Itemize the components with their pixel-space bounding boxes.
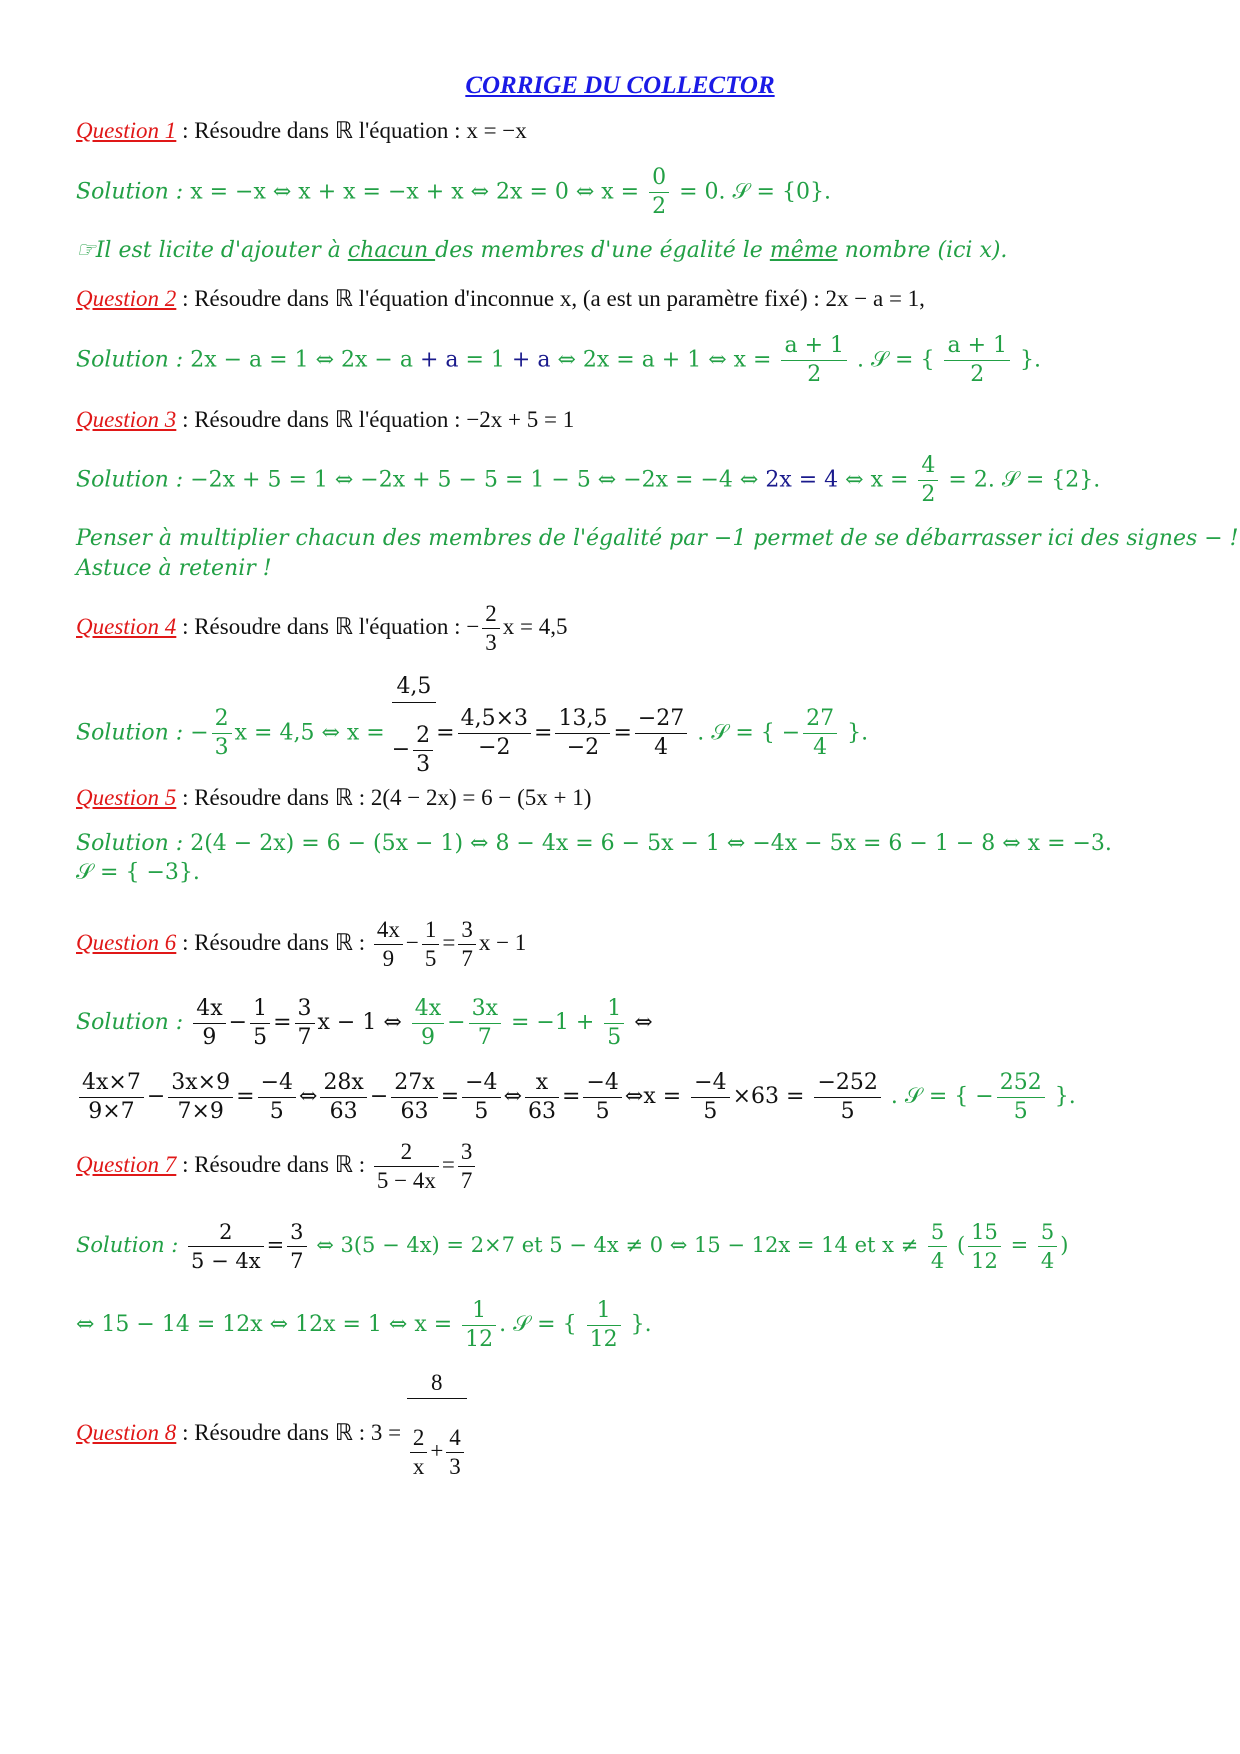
solution-2-part: ⇔ 2x = a + 1 ⇔ x = <box>550 347 779 373</box>
denominator: 63 <box>528 1098 556 1124</box>
fraction <box>691 1069 729 1126</box>
fraction <box>469 995 501 1052</box>
minus-sign: − <box>369 1084 389 1109</box>
equals-sign: = <box>562 1084 581 1109</box>
fraction <box>781 332 847 389</box>
question-5 <box>76 783 1180 813</box>
denominator: 9 <box>382 946 395 972</box>
fraction <box>188 1218 264 1275</box>
fraction <box>320 1069 366 1126</box>
numerator: 5 <box>1038 1218 1057 1247</box>
equals-sign: = <box>442 930 456 955</box>
fraction <box>374 916 403 973</box>
denominator <box>407 1399 467 1501</box>
denominator: 7 <box>461 946 473 972</box>
solution-6-text: x = <box>643 1084 689 1109</box>
numerator: 3 <box>458 916 476 945</box>
denominator: 7×9 <box>177 1098 224 1124</box>
solution-6-set: . 𝒮 = { − <box>883 1084 994 1109</box>
question-3-text: : Résoudre dans ℝ l'équation : −2x + 5 = 1 <box>176 407 575 432</box>
fraction <box>462 1069 500 1126</box>
numerator: −252 <box>814 1069 880 1098</box>
numerator: x <box>525 1069 559 1098</box>
fraction <box>583 1069 621 1126</box>
fraction <box>918 452 938 509</box>
solution-6-line-1 <box>76 990 1180 1056</box>
numerator: 1 <box>422 916 440 945</box>
fraction <box>649 164 669 221</box>
solution-6-text: = −1 + <box>504 1010 602 1035</box>
equals-sign: = <box>436 720 455 746</box>
tip-1-post: nombre (ici x). <box>837 238 1008 263</box>
numerator: 0 <box>649 164 669 193</box>
solution-6-text: ×63 = <box>732 1084 812 1109</box>
fraction <box>525 1069 559 1126</box>
denominator: 4 <box>1040 1249 1055 1273</box>
denominator: 9×7 <box>88 1098 135 1124</box>
numerator: a + 1 <box>781 332 847 361</box>
denominator: 7 <box>290 1249 304 1273</box>
numerator: 4x <box>374 916 403 945</box>
fraction <box>462 1297 496 1354</box>
question-4-text: : Résoudre dans ℝ l'équation : − <box>176 614 480 639</box>
fraction <box>458 916 476 973</box>
solution-1-text: x = −x ⇔ x + x = −x + x ⇔ 2x = 0 ⇔ x = <box>183 179 647 205</box>
solution-1 <box>76 164 1180 221</box>
equals-sign: = <box>440 1084 460 1109</box>
fraction <box>193 995 225 1052</box>
numerator: 8 <box>407 1368 467 1399</box>
equivalence-sign: ⇔ <box>624 1084 644 1109</box>
solution-7-text: = <box>1003 1233 1035 1257</box>
numerator: 3 <box>287 1218 306 1247</box>
fraction <box>928 1218 947 1275</box>
solution-6-set: }. <box>1047 1084 1076 1109</box>
solution-2-part: 2x − a = 1 ⇔ 2x − a <box>183 347 420 373</box>
numerator: −27 <box>635 705 687 734</box>
numerator: 3 <box>295 995 315 1024</box>
solution-label: Solution : <box>76 1010 184 1035</box>
numerator: 4,5×3 <box>458 705 531 734</box>
fraction <box>446 1424 464 1481</box>
fraction <box>803 705 837 762</box>
numerator: a + 1 <box>944 332 1010 361</box>
solution-1-end: = 0. 𝒮 = {0}. <box>672 179 831 205</box>
denominator: 5 <box>424 946 437 972</box>
question-6 <box>76 910 1180 976</box>
denominator: 5 <box>703 1098 718 1124</box>
numerator: 252 <box>997 1069 1045 1098</box>
numerator: −4 <box>691 1069 729 1098</box>
question-8-label: Question 8 <box>76 1419 177 1445</box>
equivalence-sign: ⇔ <box>299 1084 318 1109</box>
question-1 <box>76 116 1180 146</box>
question-1-text: : Résoudre dans ℝ l'équation : x = −x <box>176 118 527 143</box>
numerator: 4,5 <box>392 672 436 703</box>
fraction <box>944 332 1010 389</box>
denominator: 5 <box>474 1098 489 1124</box>
fraction <box>391 1069 437 1126</box>
fraction <box>79 1069 144 1126</box>
denominator: 5 <box>840 1098 855 1124</box>
minus-sign: − <box>447 1010 466 1035</box>
tip-1-underline-1: chacun <box>347 238 436 263</box>
plus-sign: + <box>430 1438 444 1463</box>
question-6-text: : Résoudre dans ℝ : <box>176 930 371 955</box>
tip-3-line-2: Astuce à retenir ! <box>76 556 272 581</box>
solution-label: Solution : <box>76 720 184 746</box>
numerator: 3x <box>469 995 501 1024</box>
denominator: 3 <box>214 735 229 760</box>
tip-1 <box>76 236 1180 266</box>
numerator: 1 <box>604 995 624 1024</box>
question-8-text: : Résoudre dans ℝ : 3 = <box>176 1419 407 1445</box>
numerator: 27x <box>391 1069 437 1098</box>
denominator: 9 <box>420 1024 435 1050</box>
question-1-label: Question 1 <box>76 118 177 143</box>
solution-label: Solution : <box>76 831 184 856</box>
numerator: −4 <box>258 1069 296 1098</box>
denominator: 5 − 4x <box>376 1168 436 1194</box>
question-8 <box>76 1368 1180 1501</box>
solution-label: Solution : <box>76 347 184 373</box>
page-title: CORRIGE DU COLLECTOR <box>465 72 775 99</box>
fraction <box>250 995 270 1052</box>
question-6-label: Question 6 <box>76 930 177 955</box>
denominator: 7 <box>477 1024 492 1050</box>
question-4-label: Question 4 <box>76 614 177 639</box>
numerator: −4 <box>583 1069 621 1098</box>
denominator: 2 <box>970 362 985 387</box>
equals-sign: = <box>273 1010 292 1035</box>
solution-3-part: −2x + 5 = 1 ⇔ −2x + 5 − 5 = 1 − 5 ⇔ −2x = −4 ⇔ <box>183 467 766 493</box>
tip-3-line-1: Penser à multiplier chacun des membres de l'égalité par −1 permet de se débarrasser ici des signes − ! <box>76 526 1239 551</box>
numerator: 2 <box>410 1424 428 1453</box>
question-6-text: x − 1 <box>478 930 527 955</box>
solution-7-text: ⇔ 3(5 − 4x) = 2×7 et 5 − 4x ≠ 0 ⇔ 15 − 12x = 14 et x ≠ <box>309 1233 925 1257</box>
denominator: 7 <box>460 1168 473 1194</box>
denominator: 5 <box>1013 1098 1028 1124</box>
solution-7-text: ) <box>1060 1233 1069 1257</box>
question-7-text: : Résoudre dans ℝ : <box>176 1152 371 1177</box>
numerator: 4 <box>446 1424 464 1453</box>
fraction <box>587 1297 621 1354</box>
solution-7-text: ( <box>950 1233 966 1257</box>
solution-3 <box>76 452 1180 509</box>
fraction <box>412 995 444 1052</box>
solution-2-part: }. <box>1013 347 1041 373</box>
numerator: 4 <box>918 452 938 481</box>
solution-7-text: . 𝒮 = { <box>499 1312 584 1337</box>
denominator: 5 <box>253 1024 268 1050</box>
question-3-label: Question 3 <box>76 407 177 432</box>
fraction <box>422 916 440 973</box>
denominator: 3 <box>449 1454 461 1480</box>
denominator: 12 <box>465 1326 494 1352</box>
denominator: 5 <box>269 1098 284 1124</box>
fraction <box>374 1138 439 1195</box>
denominator: 5 <box>607 1024 622 1050</box>
numerator: 4x <box>193 995 225 1024</box>
equals-sign: = <box>441 1152 455 1177</box>
denominator: 9 <box>202 1024 217 1050</box>
solution-6-line-2 <box>76 1064 1180 1130</box>
solution-2 <box>76 332 1180 389</box>
solution-label: Solution : <box>76 1233 179 1257</box>
complex-fraction <box>407 1368 467 1501</box>
fraction <box>968 1218 1001 1275</box>
equivalence-sign: ⇔ <box>376 1010 409 1035</box>
tip-1-underline-2: même <box>769 238 838 263</box>
denominator: 4 <box>930 1249 945 1273</box>
numerator: 3x×9 <box>168 1069 233 1098</box>
fraction <box>604 995 624 1052</box>
fraction <box>413 722 433 779</box>
minus-sign: − <box>228 1010 248 1035</box>
denominator: −2 <box>566 735 600 760</box>
numerator: 27 <box>803 705 837 734</box>
solution-2-added: + a <box>419 347 459 373</box>
complex-fraction <box>392 672 436 795</box>
solution-4-part: x = 4,5 ⇔ <box>234 720 347 746</box>
denominator <box>392 703 436 795</box>
numerator: 5 <box>928 1218 947 1247</box>
question-2 <box>76 284 1180 314</box>
equivalence-sign: ⇔ <box>627 1010 653 1035</box>
denominator: 4 <box>813 735 828 760</box>
solution-5 <box>76 829 1180 859</box>
solution-2-part: = 1 <box>458 347 512 373</box>
fraction <box>1038 1218 1057 1275</box>
equals-sign: = <box>266 1233 285 1257</box>
denominator: 3 <box>416 751 431 777</box>
numerator: 15 <box>968 1218 1001 1247</box>
solution-3-part: ⇔ x = <box>838 467 916 493</box>
solution-3-part: = 2. 𝒮 = {2}. <box>941 467 1101 493</box>
solution-label: Solution : <box>76 179 184 205</box>
minus-sign: − <box>391 737 411 762</box>
solution-4 <box>76 672 1180 795</box>
numerator: −4 <box>462 1069 500 1098</box>
question-2-text: : Résoudre dans ℝ l'équation d'inconnue x, (a est un paramètre fixé) : 2x − a = 1, <box>176 286 925 311</box>
solution-4-part: }. <box>840 720 869 746</box>
fraction <box>258 1069 296 1126</box>
solution-4-part: − <box>183 720 209 746</box>
denominator: 3 <box>485 630 497 656</box>
numerator: 3 <box>458 1138 476 1167</box>
solution-5-set: 𝒮 = { −3}. <box>76 860 200 885</box>
numerator: 2 <box>374 1138 439 1167</box>
solution-7-line-2 <box>76 1292 1180 1358</box>
denominator: −2 <box>478 735 511 760</box>
denominator: 2 <box>652 194 667 219</box>
denominator: x <box>412 1454 425 1480</box>
solution-4-part: x = <box>346 720 392 746</box>
solution-2-added: + a <box>511 347 551 373</box>
numerator: 4x×7 <box>79 1069 144 1098</box>
numerator: 28x <box>320 1069 366 1098</box>
question-4-text: x = 4,5 <box>502 614 568 639</box>
solution-6-text: x − 1 <box>317 1010 377 1035</box>
numerator: 2 <box>212 705 232 734</box>
denominator: 63 <box>329 1098 358 1124</box>
numerator: 1 <box>250 995 270 1024</box>
question-7 <box>76 1132 1180 1198</box>
solution-2-part: . 𝒮 = { <box>850 347 942 373</box>
fraction <box>295 995 315 1052</box>
fraction <box>168 1069 233 1126</box>
numerator: 2 <box>188 1218 264 1247</box>
question-2-label: Question 2 <box>76 286 177 311</box>
denominator: 12 <box>589 1326 618 1352</box>
fraction <box>635 705 687 762</box>
question-4 <box>76 594 1180 660</box>
solution-7-text: ⇔ 15 − 14 = 12x ⇔ 12x = 1 ⇔ x = <box>76 1312 460 1337</box>
question-7-label: Question 7 <box>76 1152 177 1177</box>
question-3 <box>76 405 1180 435</box>
equals-sign: = <box>613 720 632 746</box>
fraction <box>482 600 500 657</box>
numerator: 13,5 <box>555 705 610 734</box>
fraction <box>458 705 531 762</box>
denominator: 63 <box>400 1098 429 1124</box>
solution-3-highlight: 2x = 4 <box>765 467 839 493</box>
solution-label: Solution : <box>76 467 184 493</box>
question-5-label: Question 5 <box>76 785 177 810</box>
equivalence-sign: ⇔ <box>503 1084 522 1109</box>
denominator: 7 <box>297 1024 312 1050</box>
equals-sign: = <box>534 720 553 746</box>
tip-1-pre: ☞Il est licite d'ajouter à <box>76 238 348 263</box>
denominator: 12 <box>971 1249 998 1273</box>
fraction <box>287 1218 306 1275</box>
tip-1-mid: des membres d'une égalité le <box>435 238 770 263</box>
minus-sign: − <box>146 1084 166 1109</box>
denominator: 5 − 4x <box>191 1249 261 1273</box>
fraction <box>410 1424 428 1481</box>
fraction <box>997 1069 1045 1126</box>
fraction <box>555 705 610 762</box>
solution-7 <box>76 1212 1180 1278</box>
denominator: 2 <box>921 482 936 507</box>
equals-sign: = <box>236 1084 255 1109</box>
denominator: 4 <box>654 735 669 760</box>
solution-4-part: . 𝒮 = { − <box>690 720 801 746</box>
solution-7-text: }. <box>623 1312 652 1337</box>
numerator: 4x <box>412 995 444 1024</box>
fraction <box>458 1138 476 1195</box>
fraction <box>814 1069 880 1126</box>
solution-5-text: 2(4 − 2x) = 6 − (5x − 1) ⇔ 8 − 4x = 6 − 5x − 1 ⇔ −4x − 5x = 6 − 1 − 8 ⇔ x = −3. <box>183 831 1112 856</box>
minus-sign: − <box>405 930 419 955</box>
numerator: 2 <box>413 722 433 751</box>
numerator: 1 <box>462 1297 496 1326</box>
question-5-text: : Résoudre dans ℝ : 2(4 − 2x) = 6 − (5x + 1) <box>176 785 592 810</box>
numerator: 2 <box>482 600 500 629</box>
numerator: 1 <box>587 1297 621 1326</box>
fraction <box>212 705 232 762</box>
denominator: 5 <box>595 1098 610 1124</box>
denominator: 2 <box>807 362 822 387</box>
